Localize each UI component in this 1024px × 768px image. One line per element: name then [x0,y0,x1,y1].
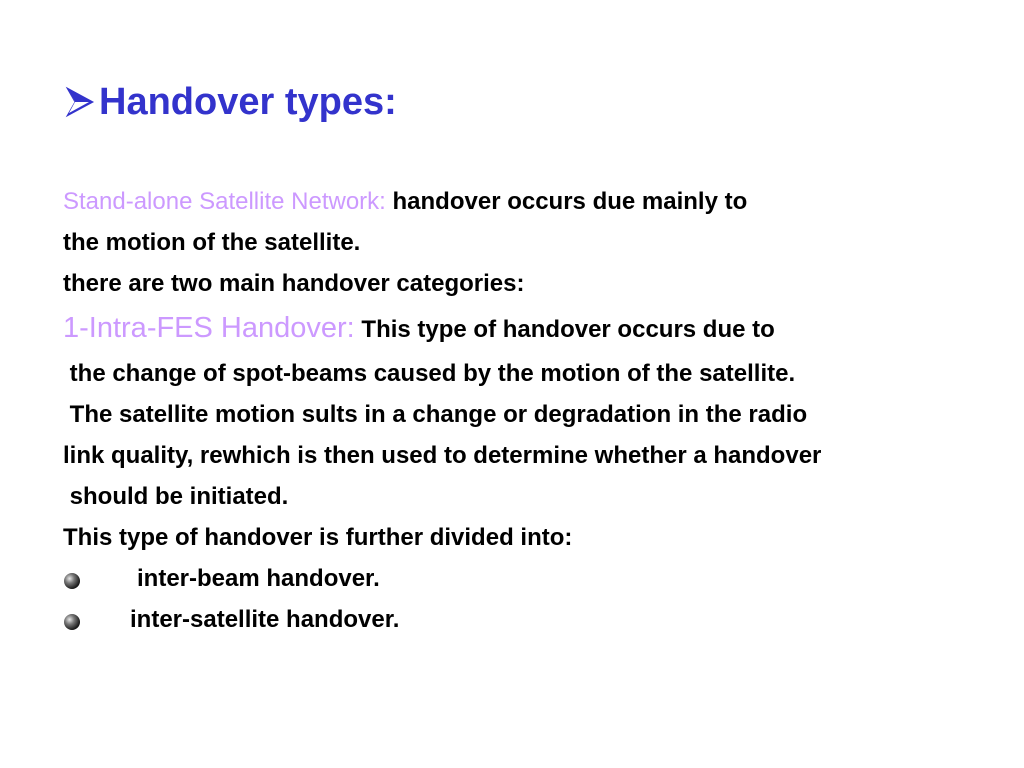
title-row [63,80,397,124]
arrowhead-bullet-icon [63,84,97,120]
sphere-bullet-icon [63,613,81,631]
intra-fes-line4: link quality, rewhich is then used to determine whether a handover [63,442,822,469]
paragraph1-line3: there are two main handover categories: [63,270,525,297]
paragraph1-line2: the motion of the satellite. [63,229,361,256]
intra-fes-text: This type of handover occurs due to [354,316,775,343]
slide-title: Handover types: [99,81,397,123]
intra-fes-line3: The satellite motion sults in a change or degradation in the radio [63,401,808,428]
paragraph1-text: handover occurs due mainly to [385,188,748,215]
intra-fes-line5: should be initiated. [63,483,289,510]
intra-fes-line6: This type of handover is further divided into: [63,524,573,551]
network-type-label: Stand-alone Satellite Network: [63,188,386,215]
list-item-inter-beam: inter-beam handover. [137,565,380,592]
intra-fes-line2: the change of spot-beams caused by the motion of the satellite. [63,360,796,387]
intra-fes-heading: 1-Intra-FES Handover: [63,312,355,344]
intra-fes-line1 [63,313,775,345]
sphere-bullet-icon [63,572,81,590]
paragraph1-line1 [63,187,747,217]
list-item-inter-satellite: inter-satellite handover. [130,606,400,633]
